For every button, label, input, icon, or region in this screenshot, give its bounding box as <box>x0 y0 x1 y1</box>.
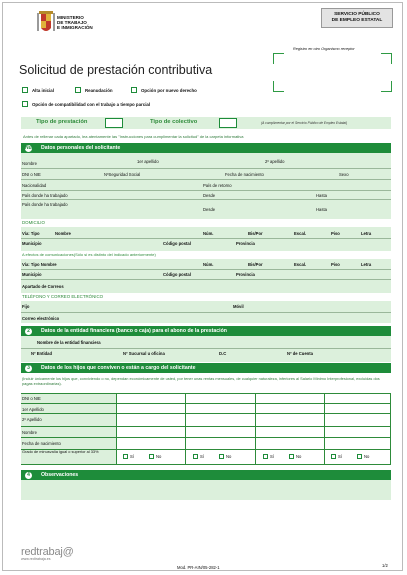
pais-retorno-label: País de retorno <box>203 183 232 188</box>
checkbox-si[interactable] <box>263 454 268 459</box>
sexo-label: Sexo <box>339 172 349 177</box>
num-label: Núm. <box>203 231 214 236</box>
checkbox-compatibilidad[interactable] <box>22 101 28 107</box>
desde-label: Desde <box>203 207 216 212</box>
table-border <box>21 464 391 465</box>
piso-label: Piso <box>331 231 340 236</box>
n-cuenta-label: Nº de Cuenta <box>287 351 313 356</box>
nombre-via-label: Nombre <box>55 231 71 236</box>
bis-por-label: Bis/Por <box>248 262 263 267</box>
row-label: Nombre <box>22 430 37 435</box>
telefono-heading: TELÉFONO Y CORREO ELECTRÓNICO <box>22 294 104 299</box>
children-table <box>21 393 391 465</box>
dni-label: DNI o NIE <box>22 172 41 177</box>
table-border <box>21 403 391 404</box>
checkbox-si[interactable] <box>123 454 128 459</box>
municipio-label: Municipio <box>22 241 42 246</box>
letra-label: Letra <box>361 231 372 236</box>
efectos-note: A efectos de comunicaciones(Sólo si es distinto del indicado anteriormente) <box>22 252 156 257</box>
si-label: Sí <box>130 454 134 459</box>
checkbox-no[interactable] <box>357 454 362 459</box>
provincia-label: Provincia <box>236 272 255 277</box>
nacionalidad-label: Nacionalidad <box>22 183 47 188</box>
section-2-header <box>21 326 391 336</box>
field-line <box>21 348 391 349</box>
n-entidad-label: Nº Entidad <box>31 351 53 356</box>
types-note: (A cumplimentar por el Servicio Público de Empleo Estatal) <box>261 121 348 125</box>
letra-label: Letra <box>361 262 372 267</box>
bis-por-label: Bis/Por <box>248 231 263 236</box>
checkbox-reanudacion[interactable] <box>75 87 81 93</box>
brand-url: www.redtrabaja.es <box>21 557 51 561</box>
model-number: Mod. PR-AIN/05-282-1 <box>177 565 220 570</box>
no-label: No <box>364 454 370 459</box>
municipio-label: Municipio <box>22 272 42 277</box>
section-number: Núm. <box>25 144 38 151</box>
checkbox-si[interactable] <box>193 454 198 459</box>
ministry-line: E INMIGRACIÓN <box>57 25 93 30</box>
registry-corner <box>381 81 392 92</box>
field-line <box>21 168 391 169</box>
brand-name: redtrabaj@ <box>21 546 74 558</box>
row-label: 2º Apellido <box>22 417 42 422</box>
codigo-postal-label: Código postal <box>163 272 191 277</box>
section-1-header <box>21 143 391 153</box>
section-number: 3 <box>25 365 32 372</box>
section-number: 4 <box>25 472 32 479</box>
table-border <box>390 393 391 465</box>
tipo-prestacion-label: Tipo de prestación <box>36 119 88 125</box>
page-number: 1/2 <box>382 563 388 568</box>
table-border <box>21 437 391 438</box>
table-border <box>21 393 391 394</box>
si-label: Sí <box>338 454 342 459</box>
dc-label: D.C <box>219 351 227 356</box>
checkbox-alta-inicial[interactable] <box>22 87 28 93</box>
coat-of-arms-logo <box>37 9 55 35</box>
no-label: No <box>226 454 232 459</box>
service-line: DE EMPLEO ESTATAL <box>331 18 383 23</box>
movil-label: Móvil <box>233 304 244 309</box>
escal-label: Escal. <box>294 231 307 236</box>
table-border <box>116 393 117 465</box>
option-label: Opción de compatibilidad con el trabajo a tiempo parcial <box>32 102 151 107</box>
checkbox-no[interactable] <box>289 454 294 459</box>
piso-label: Piso <box>331 262 340 267</box>
desde-label: Desde <box>203 193 216 198</box>
hasta-label: Hasta <box>316 193 327 198</box>
service-box <box>321 8 393 28</box>
field-line <box>21 279 391 280</box>
option-label: Opción por nuevo derecho <box>141 88 197 93</box>
field-line <box>21 312 391 313</box>
registry-corner <box>273 53 284 64</box>
tipo-colectivo-label: Tipo de colectivo <box>150 119 198 125</box>
field-line <box>21 199 391 200</box>
observaciones-field[interactable] <box>21 480 391 500</box>
intro-text: Antes de rellenar cada apartado, lea atentamente las "Instrucciones para cumplimentar la solicitud" de la carpeta informativa <box>23 134 244 139</box>
option-label: Reanudación <box>85 88 113 93</box>
no-label: No <box>156 454 162 459</box>
section-title: Datos personales del solicitante <box>41 145 121 151</box>
section-4-header <box>21 470 391 480</box>
apartado-label: Apartado de Correos <box>22 284 64 289</box>
section-title: Datos de los hijos que conviven o están a cargo del solicitante <box>41 365 196 371</box>
field-line <box>21 238 391 239</box>
field-line <box>21 190 391 191</box>
apellido2-label: 2º apellido <box>265 159 285 164</box>
section-number: 2 <box>25 328 32 335</box>
ministry-line: MINISTERIO <box>57 15 84 20</box>
pais-trabajado-label: País donde ha trabajado <box>22 202 68 207</box>
form-page <box>2 2 403 571</box>
domicilio-heading: DOMICILIO <box>22 220 45 225</box>
checkbox-nuevo-derecho[interactable] <box>131 87 137 93</box>
option-label: Alta inicial <box>32 88 54 93</box>
checkbox-no[interactable] <box>149 454 154 459</box>
registry-label: Registro en otro Organismo receptor <box>293 47 355 51</box>
row-label: Grado de minusvalía igual o superior al 33% <box>22 449 99 454</box>
nss-label: NºSeguridad Social <box>104 172 141 177</box>
section-title: Observaciones <box>41 472 79 478</box>
section-title: Datos de la entidad financiera (banco o caja) para el abono de la prestación <box>41 328 227 334</box>
ministry-name <box>57 15 93 30</box>
si-label: Sí <box>270 454 274 459</box>
fecha-nac-label: Fecha de nacimiento <box>225 172 264 177</box>
checkbox-no[interactable] <box>219 454 224 459</box>
nombre-entidad-label: Nombre de la entidad financiera <box>37 340 101 345</box>
checkbox-si[interactable] <box>331 454 336 459</box>
table-border <box>21 413 391 414</box>
table-border <box>185 393 186 465</box>
registry-corner <box>273 81 284 92</box>
provincia-label: Provincia <box>236 241 255 246</box>
field-line <box>21 269 391 270</box>
service-line: SERVICIO PÚBLICO <box>334 12 380 17</box>
escal-label: Escal. <box>294 262 307 267</box>
row-label: Fecha de nacimiento <box>22 441 61 446</box>
ministry-line: DE TRABAJO <box>57 20 87 25</box>
pais-trabajado-label: País donde ha trabajado <box>22 193 68 198</box>
si-label: Sí <box>200 454 204 459</box>
table-border <box>255 393 256 465</box>
children-note: (Incluir únicamente los hijos que, conviviendo o no, dependan económicamente de usted, por tener unas rentas mensuales, de cualquier naturaleza, inferiores al Salario Mínimo Interprofesional, excluidas dos pagas extraordinarias). <box>22 376 380 387</box>
table-border <box>21 426 391 427</box>
correo-label: Correo electrónico <box>22 316 60 321</box>
table-border <box>324 393 325 465</box>
tipo-prestacion-field[interactable] <box>105 118 123 128</box>
n-sucursal-label: Nº Sucursal u oficina <box>123 351 165 356</box>
redtrabaja-logo <box>21 546 74 561</box>
no-label: No <box>296 454 302 459</box>
section-3-header <box>21 363 391 373</box>
apellido1-label: 1er apellido <box>137 159 159 164</box>
tipo-colectivo-field[interactable] <box>219 118 237 128</box>
row-label: 1er Apellido <box>22 407 44 412</box>
hasta-label: Hasta <box>316 207 327 212</box>
field-line <box>21 179 391 180</box>
num-label: Núm. <box>203 262 214 267</box>
codigo-postal-label: Código postal <box>163 241 191 246</box>
nombre-label: Nombre <box>22 161 37 166</box>
fijo-label: Fijo <box>22 304 30 309</box>
via-tipo-label: Vía: Tipo Nombre <box>22 262 57 267</box>
page-title: Solicitud de prestación contributiva <box>19 63 213 77</box>
row-label: DNI o NIE <box>22 396 41 401</box>
registry-corner <box>381 53 392 64</box>
via-tipo-label: Vía: Tipo <box>22 231 40 236</box>
